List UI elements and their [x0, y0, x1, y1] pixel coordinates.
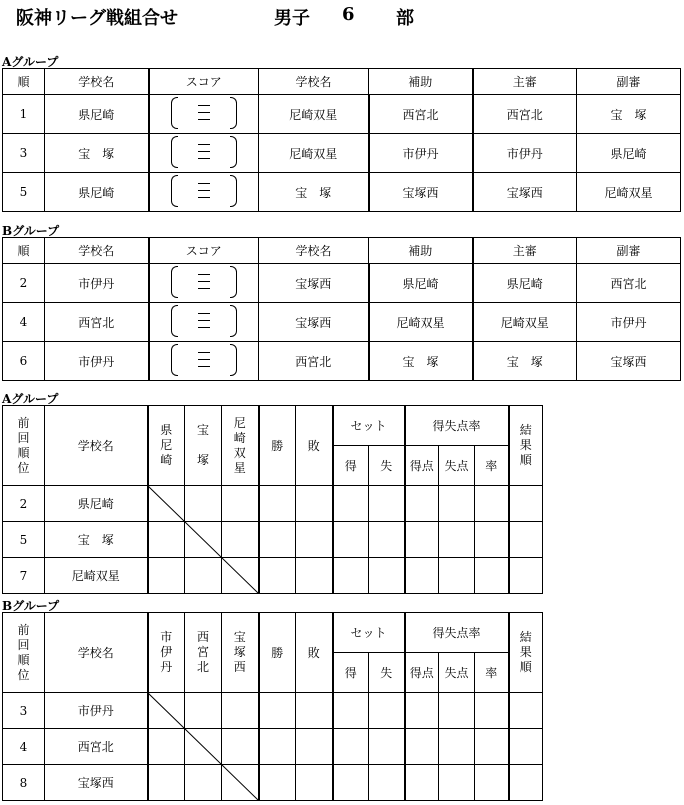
left-bracket	[171, 266, 178, 298]
header-char: 塚	[196, 453, 209, 467]
header-char: 尼	[233, 415, 246, 430]
score-dashes	[198, 352, 210, 367]
stat-cell[interactable]	[259, 558, 296, 594]
standings-table	[2, 612, 543, 801]
assist-referee: 宝 塚	[369, 342, 473, 381]
match-order: 2	[3, 264, 45, 303]
right-bracket	[230, 175, 237, 207]
school-name: 西宮北	[45, 729, 148, 765]
match-team-1: 県尼崎	[45, 95, 149, 134]
score-bracket	[171, 266, 237, 298]
schedule-header-cell: 副審	[577, 238, 681, 264]
match-result-cell[interactable]	[222, 486, 259, 522]
header-char: 宮	[196, 645, 209, 659]
schedule-header-cell: 学校名	[45, 69, 149, 95]
header-char: 西	[196, 630, 209, 644]
header-char: 宝	[196, 423, 209, 437]
match-row	[3, 342, 681, 381]
stat-cell[interactable]	[439, 693, 475, 729]
header-char: 前	[17, 415, 30, 430]
left-bracket	[171, 175, 178, 207]
header-char: 北	[196, 660, 209, 674]
stat-cell[interactable]	[475, 558, 509, 594]
standings-row	[3, 558, 543, 594]
match-team-2: 宝塚西	[259, 264, 369, 303]
header-char: 星	[233, 460, 246, 475]
header-char: 市	[160, 630, 173, 644]
stat-cell[interactable]	[296, 558, 333, 594]
score-bracket	[171, 97, 237, 129]
chief-referee: 尼崎双星	[473, 303, 577, 342]
stat-cell[interactable]	[369, 522, 405, 558]
stat-cell[interactable]	[333, 522, 369, 558]
stat-cell[interactable]	[509, 522, 543, 558]
header-char	[185, 438, 221, 453]
chief-referee: 西宮北	[473, 95, 577, 134]
match-result-cell[interactable]	[148, 486, 185, 522]
stat-cell[interactable]	[439, 558, 475, 594]
loss-header: 敗	[296, 613, 333, 693]
set-won-header: 得	[333, 446, 369, 486]
stat-cell[interactable]	[439, 765, 475, 801]
score-cell[interactable]	[149, 342, 259, 381]
school-name: 尼崎双星	[45, 558, 148, 594]
chief-referee: 県尼崎	[473, 264, 577, 303]
prev-rank: 7	[3, 558, 45, 594]
schedule-header-cell: 順	[3, 69, 45, 95]
match-team-2: 尼崎双星	[259, 134, 369, 173]
header-char: 崎	[233, 430, 246, 445]
prev-rank-header	[3, 613, 45, 693]
standings-group-label: Bグループ	[2, 599, 60, 613]
header-char: 崎	[160, 453, 173, 467]
header-char: 前	[17, 622, 30, 637]
match-team-2: 西宮北	[259, 342, 369, 381]
standings-row	[3, 522, 543, 558]
stat-cell[interactable]	[475, 693, 509, 729]
points-against-header: 失点	[439, 653, 475, 693]
standings-row	[3, 729, 543, 765]
header-char: 順	[17, 652, 30, 667]
schedule-header-cell: 補助	[369, 238, 473, 264]
match-order: 3	[3, 134, 45, 173]
stat-cell[interactable]	[405, 693, 439, 729]
stat-cell[interactable]	[333, 558, 369, 594]
opponent-header	[222, 406, 259, 486]
stat-cell[interactable]	[509, 765, 543, 801]
match-result-cell[interactable]	[148, 693, 185, 729]
stat-cell[interactable]	[475, 765, 509, 801]
prev-rank: 5	[3, 522, 45, 558]
stat-cell[interactable]	[405, 522, 439, 558]
title-division-label: 部	[396, 8, 414, 29]
header-char: 西	[233, 660, 246, 674]
match-team-1: 市伊丹	[45, 342, 149, 381]
header-char: 回	[17, 430, 30, 445]
schedule-header-cell: 学校名	[259, 69, 369, 95]
stat-cell[interactable]	[509, 729, 543, 765]
left-bracket	[171, 344, 178, 376]
stat-cell[interactable]	[259, 765, 296, 801]
right-bracket	[230, 97, 237, 129]
score-bracket	[171, 136, 237, 168]
match-result-cell[interactable]	[222, 729, 259, 765]
stat-cell[interactable]	[259, 522, 296, 558]
stat-cell[interactable]	[333, 486, 369, 522]
sub-referee: 県尼崎	[577, 134, 681, 173]
page-title	[16, 4, 414, 28]
match-result-cell[interactable]	[148, 558, 185, 594]
chief-referee: 市伊丹	[473, 134, 577, 173]
ratio-header: 率	[475, 653, 509, 693]
header-char: 尼	[160, 438, 173, 452]
header-char: 果	[519, 438, 532, 452]
stat-cell[interactable]	[405, 729, 439, 765]
points-against-header: 失点	[439, 446, 475, 486]
sub-referee: 尼崎双星	[577, 173, 681, 212]
header-char: 丹	[160, 660, 173, 674]
match-team-1: 県尼崎	[45, 173, 149, 212]
stat-cell[interactable]	[509, 693, 543, 729]
school-name: 市伊丹	[45, 693, 148, 729]
header-char: 伊	[160, 645, 173, 659]
schedule-header-cell: スコア	[149, 238, 259, 264]
stat-cell[interactable]	[509, 486, 543, 522]
title-gender: 男子	[274, 8, 310, 29]
schedule-header-cell: スコア	[149, 69, 259, 95]
schedule-header-cell: 副審	[577, 69, 681, 95]
match-order: 6	[3, 342, 45, 381]
schedule-header-cell: 学校名	[259, 238, 369, 264]
header-char: 位	[17, 667, 30, 682]
assist-referee: 市伊丹	[369, 134, 473, 173]
score-cell[interactable]	[149, 264, 259, 303]
header-char: 結	[519, 423, 532, 437]
match-result-cell[interactable]	[185, 486, 222, 522]
win-header: 勝	[259, 406, 296, 486]
points-for-header: 得点	[405, 653, 439, 693]
right-bracket	[230, 136, 237, 168]
title-main: 阪神リーグ戦組合せ	[16, 8, 178, 29]
prev-rank: 2	[3, 486, 45, 522]
ratio-header: 率	[475, 446, 509, 486]
schedule-header-cell: 主審	[473, 238, 577, 264]
school-header: 学校名	[45, 613, 148, 693]
stat-cell[interactable]	[259, 693, 296, 729]
stat-cell[interactable]	[333, 765, 369, 801]
match-result-cell[interactable]	[222, 558, 259, 594]
stat-cell[interactable]	[405, 558, 439, 594]
header-char: 回	[17, 637, 30, 652]
header-char: 順	[519, 660, 532, 674]
sub-referee: 市伊丹	[577, 303, 681, 342]
chief-referee: 宝塚西	[473, 173, 577, 212]
header-char: 果	[519, 645, 532, 659]
header-char: 位	[17, 460, 30, 475]
stat-cell[interactable]	[296, 522, 333, 558]
match-team-2: 宝 塚	[259, 173, 369, 212]
right-bracket	[230, 305, 237, 337]
match-result-cell[interactable]	[222, 765, 259, 801]
stat-cell[interactable]	[259, 729, 296, 765]
match-result-cell[interactable]	[222, 693, 259, 729]
header-char: 塚	[233, 645, 246, 659]
stat-cell[interactable]	[369, 558, 405, 594]
schedule-header-cell: 学校名	[45, 238, 149, 264]
stat-cell[interactable]	[296, 765, 333, 801]
stat-cell[interactable]	[405, 486, 439, 522]
match-team-2: 宝塚西	[259, 303, 369, 342]
stat-cell[interactable]	[333, 729, 369, 765]
left-bracket	[171, 305, 178, 337]
prev-rank: 8	[3, 765, 45, 801]
match-result-cell[interactable]	[185, 558, 222, 594]
stat-cell[interactable]	[369, 693, 405, 729]
set-won-header: 得	[333, 653, 369, 693]
stat-cell[interactable]	[296, 486, 333, 522]
header-char: 順	[519, 453, 532, 467]
stat-cell[interactable]	[475, 729, 509, 765]
match-result-cell[interactable]	[185, 729, 222, 765]
score-bracket	[171, 175, 237, 207]
result-header	[509, 406, 543, 486]
standings-row	[3, 765, 543, 801]
header-char: 結	[519, 630, 532, 644]
stat-cell[interactable]	[333, 693, 369, 729]
match-result-cell[interactable]	[148, 522, 185, 558]
score-cell[interactable]	[149, 303, 259, 342]
stat-cell[interactable]	[509, 558, 543, 594]
opponent-header	[148, 406, 185, 486]
match-row	[3, 303, 681, 342]
match-result-cell[interactable]	[148, 765, 185, 801]
match-result-cell[interactable]	[185, 765, 222, 801]
assist-referee: 西宮北	[369, 95, 473, 134]
prev-rank: 3	[3, 693, 45, 729]
title-division-number: 6	[342, 4, 355, 25]
sub-referee: 宝塚西	[577, 342, 681, 381]
match-order: 5	[3, 173, 45, 212]
right-bracket	[230, 344, 237, 376]
stat-cell[interactable]	[296, 693, 333, 729]
schedule-header-cell: 順	[3, 238, 45, 264]
stat-cell[interactable]	[296, 729, 333, 765]
stat-cell[interactable]	[369, 765, 405, 801]
score-dashes	[198, 144, 210, 159]
match-order: 4	[3, 303, 45, 342]
stat-cell[interactable]	[405, 765, 439, 801]
loss-header: 敗	[296, 406, 333, 486]
header-char: 順	[17, 445, 30, 460]
match-row	[3, 134, 681, 173]
opponent-header	[185, 613, 222, 693]
school-name: 宝塚西	[45, 765, 148, 801]
set-lost-header: 失	[369, 653, 405, 693]
opponent-header	[148, 613, 185, 693]
points-ratio-header: 得失点率	[405, 406, 509, 446]
points-for-header: 得点	[405, 446, 439, 486]
match-team-1: 市伊丹	[45, 264, 149, 303]
stat-cell[interactable]	[475, 522, 509, 558]
score-cell[interactable]	[149, 173, 259, 212]
left-bracket	[171, 136, 178, 168]
stat-cell[interactable]	[439, 729, 475, 765]
school-name: 県尼崎	[45, 486, 148, 522]
standings-group-label: Aグループ	[2, 392, 59, 406]
score-bracket	[171, 305, 237, 337]
schedule-table	[2, 68, 681, 212]
left-bracket	[171, 97, 178, 129]
stat-cell[interactable]	[475, 486, 509, 522]
opponent-header	[222, 613, 259, 693]
standings-row	[3, 693, 543, 729]
points-ratio-header: 得失点率	[405, 613, 509, 653]
school-name: 宝 塚	[45, 522, 148, 558]
schedule-header-cell: 主審	[473, 69, 577, 95]
match-result-cell[interactable]	[222, 522, 259, 558]
assist-referee: 尼崎双星	[369, 303, 473, 342]
schedule-table	[2, 237, 681, 381]
match-result-cell[interactable]	[148, 729, 185, 765]
prev-rank-header	[3, 406, 45, 486]
result-header	[509, 613, 543, 693]
chief-referee: 宝 塚	[473, 342, 577, 381]
stat-cell[interactable]	[439, 486, 475, 522]
stat-cell[interactable]	[439, 522, 475, 558]
match-order: 1	[3, 95, 45, 134]
prev-rank: 4	[3, 729, 45, 765]
match-row	[3, 95, 681, 134]
opponent-header	[185, 406, 222, 486]
match-team-2: 尼崎双星	[259, 95, 369, 134]
schedule-group-label: Bグループ	[2, 224, 60, 238]
stat-cell[interactable]	[369, 486, 405, 522]
right-bracket	[230, 266, 237, 298]
stat-cell[interactable]	[259, 486, 296, 522]
score-bracket	[171, 344, 237, 376]
set-lost-header: 失	[369, 446, 405, 486]
schedule-header-cell: 補助	[369, 69, 473, 95]
sub-referee: 西宮北	[577, 264, 681, 303]
sub-referee: 宝 塚	[577, 95, 681, 134]
header-char: 宝	[233, 630, 246, 644]
set-header: セット	[333, 613, 405, 653]
standings-row	[3, 486, 543, 522]
match-result-cell[interactable]	[185, 522, 222, 558]
score-cell[interactable]	[149, 134, 259, 173]
score-dashes	[198, 313, 210, 328]
schedule-group-label: Aグループ	[2, 55, 59, 69]
score-cell[interactable]	[149, 95, 259, 134]
assist-referee: 宝塚西	[369, 173, 473, 212]
score-dashes	[198, 183, 210, 198]
header-char: 双	[233, 445, 246, 460]
match-team-1: 宝 塚	[45, 134, 149, 173]
score-dashes	[198, 105, 210, 120]
match-row	[3, 173, 681, 212]
school-header: 学校名	[45, 406, 148, 486]
match-team-1: 西宮北	[45, 303, 149, 342]
assist-referee: 県尼崎	[369, 264, 473, 303]
match-row	[3, 264, 681, 303]
standings-table	[2, 405, 543, 594]
score-dashes	[198, 274, 210, 289]
win-header: 勝	[259, 613, 296, 693]
header-char: 県	[160, 423, 173, 437]
stat-cell[interactable]	[369, 729, 405, 765]
match-result-cell[interactable]	[185, 693, 222, 729]
set-header: セット	[333, 406, 405, 446]
